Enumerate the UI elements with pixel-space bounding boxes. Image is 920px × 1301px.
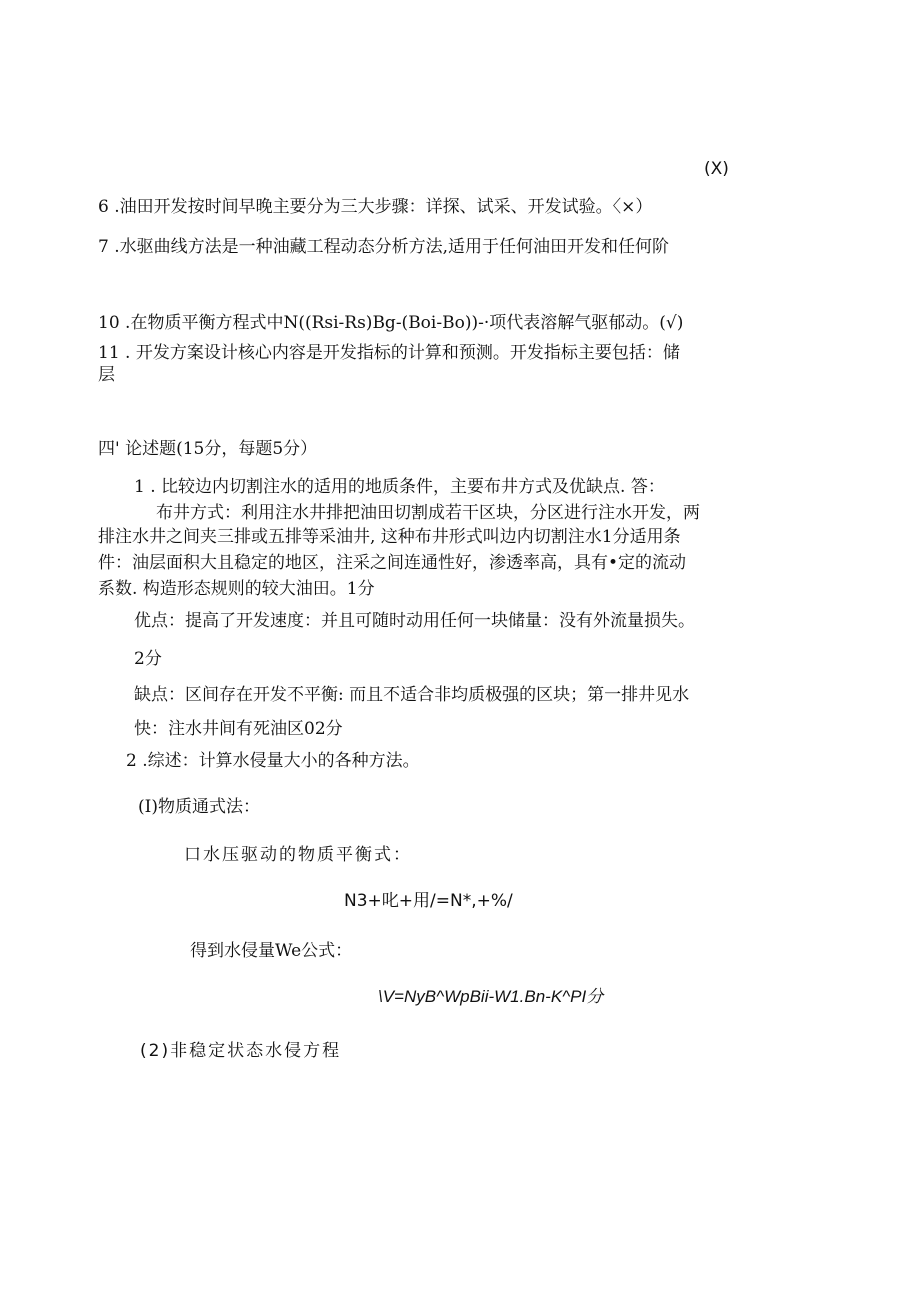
question-11: 11 . 开发方案设计核心内容是开发指标的计算和预测。开发指标主要包括：储 <box>98 343 680 363</box>
water-drive-equation-label: 口水压驱动的物质平衡式： <box>184 845 412 865</box>
question-11-cont: 层 <box>98 365 115 385</box>
question-6: 6 .油田开发按时间早晚主要分为三大步骤：详探、试采、开发试验。〈×） <box>98 197 653 217</box>
disadvantages-cont: 快：注水井间有死油区02分 <box>134 719 343 739</box>
material-balance-formula: N3+叱+用/=N*,+%/ <box>344 891 513 911</box>
essay-q1-answer-line3: 件：油层面积大且稳定的地区，注采之间连通性好，渗透率高，具有•定的流动 <box>98 553 687 573</box>
water-influx-formula-label: 得到水侵量We公式： <box>190 941 353 961</box>
essay-q1: 1 . 比较边内切割注水的适用的地质条件，主要布井方式及优缺点. 答： <box>134 477 665 497</box>
advantages: 优点：提高了开发速度：并且可随时动用任何一块储量：没有外流量损失。 <box>134 611 695 631</box>
essay-q1-answer-line4: 系数. 构造形态规则的较大油田。1分 <box>98 579 375 599</box>
essay-q2: 2 .综述：计算水侵量大小的各种方法。 <box>126 751 420 771</box>
question-7: 7 .水驱曲线方法是一种油藏工程动态分析方法,适用于任何油田开发和任何阶 <box>98 237 670 257</box>
method-2-heading: (2)非稳定状态水侵方程 <box>140 1041 342 1061</box>
water-influx-formula: \V=NyB^WpBii-W1.Bn-K^PI分 <box>378 987 604 1006</box>
disadvantages: 缺点：区间存在开发不平衡: 而且不适合非均质极强的区块；第一排井见水 <box>134 685 690 705</box>
advantages-score: 2分 <box>134 649 162 669</box>
answer-mark-x: (X) <box>704 159 729 179</box>
question-10: 10 .在物质平衡方程式中N((Rsi-Rs)Bg-(Boi-Bo))-·项代表溶解气驱郁动。(√) <box>98 313 684 333</box>
method-1-heading: (I)物质通式法： <box>138 797 260 817</box>
essay-q1-answer-line1: 布井方式：利用注水井排把油田切割成若干区块，分区进行注水开发，两 <box>156 503 700 523</box>
section-heading-essay: 四' 论述题(15分，每题5分） <box>98 439 318 459</box>
essay-q1-answer-line2: 排注水井之间夹三排或五排等采油井, 这种布井形式叫边内切割注水1分适用条 <box>98 527 681 547</box>
